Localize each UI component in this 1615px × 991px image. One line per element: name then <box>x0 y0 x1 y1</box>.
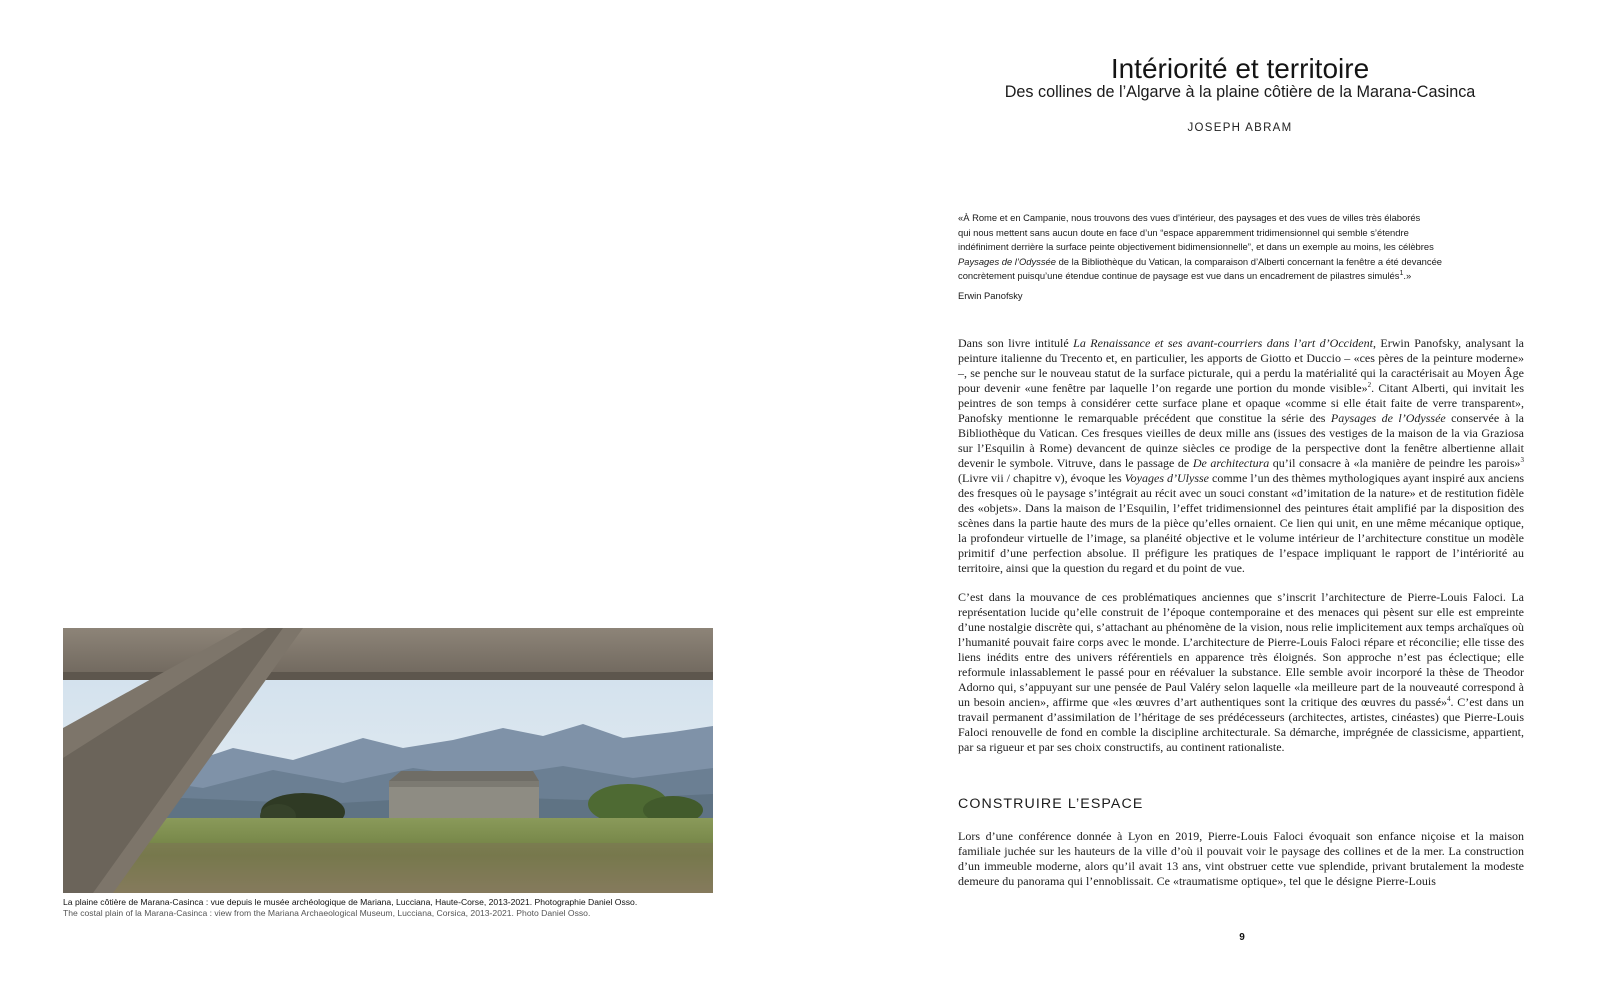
epigraph-line: «À Rome et en Campanie, nous trouvons des vues d’intérieur, des paysages et des vues de villes très élaborés <box>958 212 1421 223</box>
book-title: La Renaissance et ses avant-courriers dans l’art d’Occident <box>1073 336 1373 350</box>
body-paragraph-2 <box>958 590 1524 755</box>
paragraph-text: Lors d’une conférence donnée à Lyon en 2019, Pierre-Louis Faloci évoquait son enfance niçoise et la maison familiale juchée sur les hauteurs de la ville d’où il pouvait voir le paysage des collines et de la mer. La construction d’un immeuble moderne, alors qu’il avait 13 ans, vint obstruer cette vue splendide, privant brutalement la modeste demeure du panorama qui l’ennoblissait. Ce «traumatisme optique», tel que le désigne Pierre-Louis <box>958 829 1524 888</box>
epigraph-work-title: Paysages de l’Odyssée <box>958 255 1056 267</box>
epigraph-text: de la Bibliothèque du Vatican, la comparaison d’Alberti concernant la fenêtre a été devancée <box>1055 255 1442 267</box>
paragraph-text: C’est dans la mouvance de ces problématiques anciennes que s’inscrit l’architecture de Pierre-Louis Faloci. La représentation lucide qu’elle construit de l’époque contemporaine et des menaces qui pèsent sur elle est empreinte d’une nostalgie discrète qui, s’attachant au phénomène de la vision, nous relie implicitement aux temps archaïques où l’humanité pouvait faire corps avec le monde. L’architecture de Pierre-Louis Faloci répare et réconcilie; elle tisse des liens inédits entre des univers référentiels en apparence très éloignés. Son approche n’est pas éclectique; elle reformule inlassablement le passé pour en réévaluer la substance. Elle semble avoir incorporé la thèse de Theodor Adorno qui, s’appuyant sur une pensée de Paul Valéry selon laquelle «la meilleure part de la nouveauté correspond à un besoin ancien», affirme que «les œuvres d’art authentiques sont la critique des œuvres du passé»$^4$. C’est dans un travail permanent d’assimilation de l’héritage de ses prédécesseurs (architectes, artistes, cinéastes) que Pierre-Louis Faloci renouvelle de fond en comble la discipline architecturale. Sa démarche, imprégnée de classicisme, appartient, par sa rigueur et par ses choix constructifs, au continent rationaliste. <box>958 590 1525 754</box>
epigraph-quote <box>958 211 1528 304</box>
work-title: Voyages d’Ulysse <box>1124 471 1209 485</box>
article-title: Intériorité et territoire <box>1110 53 1370 84</box>
epigraph-text: .» <box>1403 270 1412 282</box>
photo-illustration <box>63 628 713 893</box>
epigraph-line: indéfiniment derrière la surface peinte objectivement bidimensionnelle”, et dans un exemple au moins, les célèbres <box>958 241 1434 253</box>
page-number: 9 <box>1239 932 1245 943</box>
caption-french: La plaine côtière de Marana-Casinca : vue depuis le musée archéologique de Mariana, Lucciana, Haute-Corse, 2013-2021. Photographie Daniel Osso. <box>63 897 638 907</box>
work-title: Paysages de l’Odyssée <box>1330 411 1446 425</box>
epigraph-line: qui nous mettent sans aucun doute en face d’un “espace apparemment tridimensionnel qui semble s’étendre <box>958 226 1409 238</box>
epigraph-text: concrètement puisqu’une étendue continue de paysage est vue dans un encadrement de pilastres simulés <box>958 270 1400 282</box>
epigraph-line <box>958 255 1528 270</box>
article-author: JOSEPH ABRAM <box>1187 122 1293 134</box>
paragraph-text: Dans son livre intitulé La Renaissance et ses avant-courriers dans l’art d’Occident, Erwin Panofsky, analysant la peinture italienne du Trecento et, en particulier, les apports de Giotto et Duccio – «ces pères de la peinture moderne» –, se penche sur le nouveau statut de la surface picturale, qui a perdu la matérialité qui la caractérisait au Moyen Âge pour devenir «une fenêtre par laquelle l’on regarde une portion du monde visible»$^2$. Citant Alberti, qui invitait les peintres de son temps à considérer cette surface plane et opaque «comme si elle était faite de verre transparent», Panofsky mentionne le remarquable précédent que constitue la série des Paysages de l’Odyssée conservée à la Bibliothèque du Vatican. Ces fresques vieilles de deux mille ans (issues des vestiges de la maison de la via Graziosa sur l’Esquilin à Rome) devancent de quinze siècles ce prodige de la perspective dont la fenêtre albertienne allait devenir le symbole. Vitruve, dans le passage de De architectura qu’il consacre à «la manière de peindre les parois»$^3$ (Livre vii / chapitre v), évoque les Voyages d’Ulysse comme l’un des thèmes mythologiques ayant inspiré aux anciens des fresques où le paysage s’intégrait au récit avec un souci constant «d’imitation de la nature» et de restitution fidèle des «objets». Dans la maison de l’Esquilin, l’effet tridimensionnel des peintures était amplifié par la disposition des scènes dans la partie haute des murs de la pièce qu’elles ornaient. Ce lien qui unit, en une même mécanique optique, la profondeur virtuelle de l’image, sa planéité objective et le volume intérieur de l’architecture constitue un modèle primitif d’une perfection absolue. Il préfigure les pratiques de l’espace impliquant le rapport de l’intériorité au territoire, ainsi que la question du regard et du point de vue. <box>958 336 1525 575</box>
footnote-ref[interactable]: 4 <box>1447 695 1451 703</box>
epigraph-line <box>958 269 1528 284</box>
caption-english: The costal plain of la Marana-Casinca : view from the Mariana Archaeological Museum, Lucciana, Corsica, 2013-2021. Photo Daniel Osso. <box>63 908 591 918</box>
footnote-ref[interactable]: 3 <box>1520 456 1525 464</box>
work-title: De architectura <box>1192 456 1270 470</box>
article-subtitle: Des collines de l’Algarve à la plaine côtière de la Marana-Casinca <box>1004 83 1476 101</box>
footnote-ref[interactable]: 2 <box>1367 381 1372 389</box>
footnote-ref[interactable]: 1 <box>1399 270 1404 278</box>
landscape-photograph <box>63 628 713 893</box>
epigraph-attribution: Erwin Panofsky <box>958 289 1023 301</box>
body-paragraph-3 <box>958 829 1524 889</box>
photo-caption <box>63 897 723 919</box>
body-paragraph-1 <box>958 336 1524 576</box>
section-heading: CONSTRUIRE L’ESPACE <box>958 796 1144 812</box>
